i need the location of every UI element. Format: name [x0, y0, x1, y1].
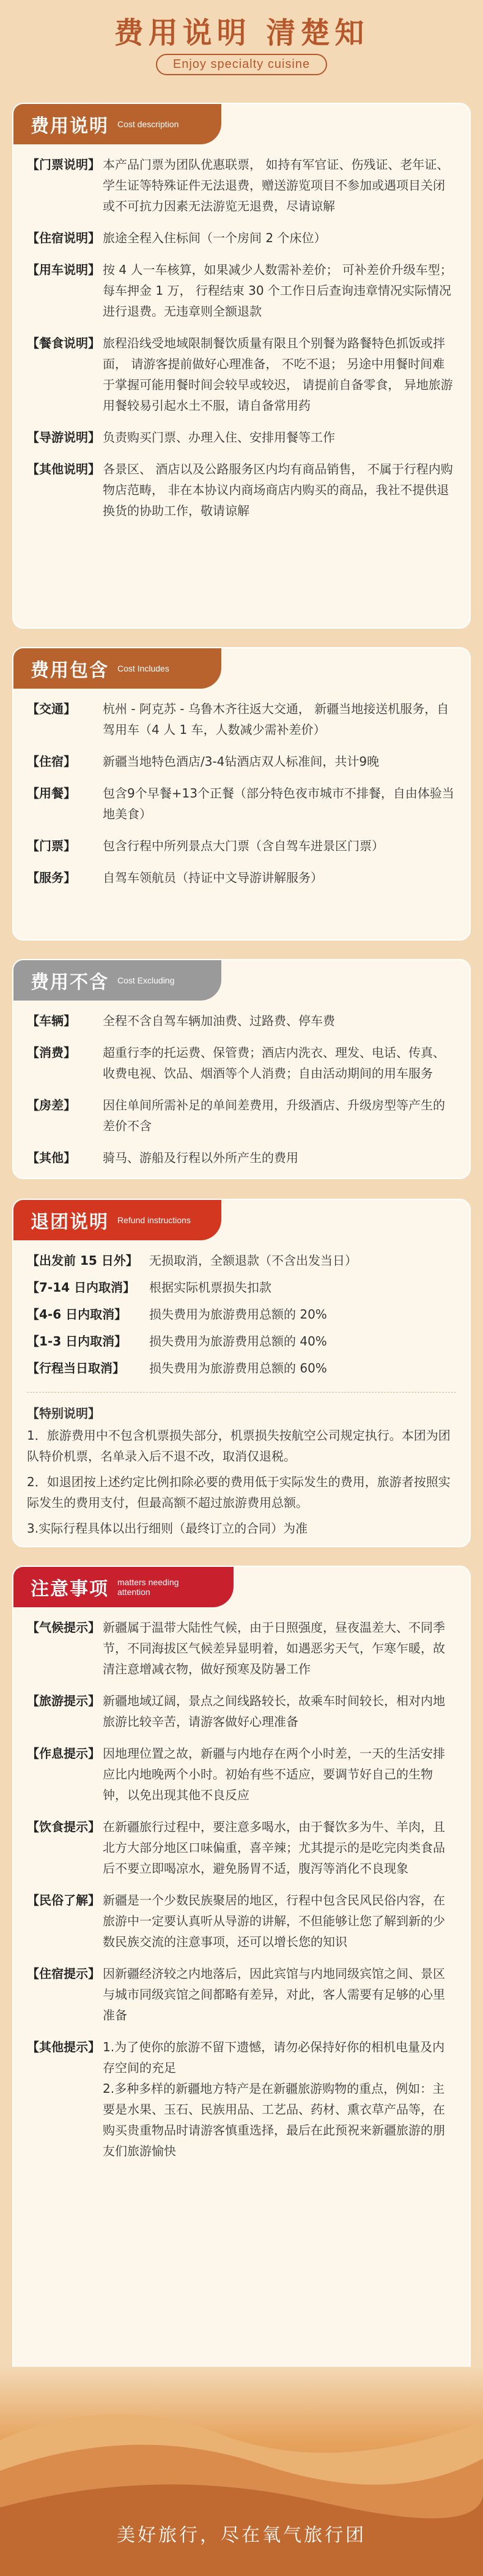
- cost-includes-list: [27, 698, 456, 888]
- info-row: [27, 1816, 456, 1879]
- info-row: [27, 333, 456, 416]
- info-row: [27, 751, 456, 772]
- row-label: 【用餐】: [27, 786, 76, 801]
- refund-card: [12, 1199, 471, 1547]
- row-label: 【住宿说明】: [27, 231, 100, 245]
- info-row: [27, 783, 456, 824]
- row-label: 【7-14 日内取消】: [27, 1280, 136, 1295]
- row-label: 【出发前 15 日外】: [27, 1253, 138, 1268]
- row-label: 【民俗了解】: [27, 1893, 100, 1908]
- row-text: 包含9个早餐+13个正餐（部分特色夜市城市不排餐，自由体验当地美食）: [103, 786, 454, 821]
- page-title: 费用说明 清楚知: [114, 16, 369, 50]
- section-title: 费用说明: [31, 116, 109, 137]
- desert-footer: [0, 2367, 483, 2576]
- row-text: 超重行李的托运费、保管费；酒店内洗衣、理发、电话、传真、收费电视、饮品、烟酒等个人消费；自由活动期间的用车服务: [103, 1045, 445, 1081]
- note-line: 3.实际行程具体以出行细则（最终订立的合同）为准: [27, 1521, 308, 1536]
- info-row: [27, 1147, 456, 1168]
- row-text: 新疆属于温带大陆性气候，由于日照强度，昼夜温差大、不同季节，不同海拔区气候差异显明着，如遇恶劣天气，乍寒乍暖，故清注意增减衣物，做好预寒及防暑工作: [103, 1620, 445, 1676]
- row-text: 自驾车领航员（持证中文导游讲解服务）: [103, 870, 323, 885]
- info-row: [27, 459, 456, 521]
- row-label: 【1-3 日内取消】: [27, 1334, 127, 1349]
- row-text: 负责购买门票、办理入住、安排用餐等工作: [103, 430, 335, 445]
- row-text: 因新疆经济较之内地落后，因此宾馆与内地同级宾馆之间、景区与城市同级宾馆之间都略有差异，对此，客人需要有足够的心里准备: [103, 1966, 445, 2023]
- footer-slogan: 美好旅行，尽在氧气旅行团: [117, 2525, 366, 2546]
- row-label: 【住宿提示】: [27, 1966, 100, 1981]
- section-subtitle: Refund instructions: [117, 1215, 191, 1225]
- cost-includes-tab: [13, 648, 221, 689]
- row-label: 【其他说明】: [27, 462, 100, 476]
- row-text: 各景区、 酒店以及公路服务区内均有商品销售， 不属于行程内购物店范畴， 非在本协议内商场商店内购买的商品，我社不提供退换货的协助工作，敬请谅解: [103, 462, 453, 518]
- row-text: 因地理位置之故，新疆与内地存在两个小时差，一天的生活安排应比内地晚两个小时。初始有些不适应，要调节好自己的生物钟，以免出现其他不良反应: [103, 1746, 445, 1802]
- info-row: [27, 1358, 456, 1379]
- row-label: 【导游说明】: [27, 430, 100, 445]
- info-row: [27, 1331, 456, 1352]
- row-label: 【住宿】: [27, 754, 76, 769]
- cost-description-tab: [13, 104, 221, 144]
- section-title: 退团说明: [31, 1212, 109, 1233]
- row-label: 【4-6 日内取消】: [27, 1307, 127, 1322]
- cost-excludes-card: [12, 959, 471, 1179]
- section-title: 费用不含: [31, 972, 109, 993]
- row-label: 【餐食说明】: [27, 336, 100, 350]
- cost-description-card: [12, 103, 471, 629]
- row-label: 【交通】: [27, 701, 76, 716]
- section-subtitle: Cost Includes: [117, 664, 169, 673]
- row-label: 【服务】: [27, 870, 76, 885]
- info-row: [27, 1095, 456, 1136]
- info-row: [27, 1042, 456, 1084]
- row-text: 新疆当地特色酒店/3-4钻酒店双人标准间，共计9晚: [103, 754, 380, 769]
- note-line: 1．旅游费用中不包含机票损失部分，机票损失按航空公司规定执行。本团为团队特价机票，名单录入后不退不改，取消仅退税。: [27, 1428, 451, 1464]
- row-text: 损失费用为旅游费用总额的 40%: [149, 1334, 327, 1349]
- info-row: [27, 1743, 456, 1805]
- row-text: 本产品门票为团队优惠联票， 如持有军官证、伤残证、老年证、学生证等特殊证件无法退费，赠送游览项目不参加或遇项目关闭或不可抗力因素无法游览无退费，尽请谅解: [103, 157, 449, 213]
- row-text: 杭州 - 阿克苏 - 乌鲁木齐往返大交通， 新疆当地接送机服务，自驾用车（4 人 1 车，人数减少需补差价）: [103, 701, 449, 737]
- info-row: [27, 1890, 456, 1952]
- row-text: 旅程沿线受地域限制餐饮质量有限且个别餐为路餐特色抓饭或拌面， 请游客提前做好心理准备， 不吃不退； 另途中用餐时间难于掌握可能用餐时间会较早或较迟， 请提前自备零食， 异地旅游用餐较易引起水土不服，请自备常用药: [103, 336, 453, 413]
- row-text: 新疆是一个少数民族聚居的地区，行程中包含民风民俗内容，在旅游中一定要认真听从导游的讲解，不但能够让您了解到新的少数民族交流的注意事项，还可以增长您的知识: [103, 1893, 445, 1949]
- info-row: [27, 1690, 456, 1732]
- info-row: [27, 1304, 456, 1325]
- notice-list: [27, 1617, 456, 2161]
- row-text: 损失费用为旅游费用总额的 20%: [149, 1307, 327, 1322]
- row-label: 【旅游提示】: [27, 1693, 100, 1708]
- info-row: [27, 1010, 456, 1031]
- row-label: 【门票】: [27, 838, 76, 853]
- info-row: [27, 228, 456, 248]
- row-text: 按 4 人一车核算，如果减少人数需补差价； 可补差价升级车型； 每车押金 1 万， 行程结束 30 个工作日后查询违章情况实际情况进行退费。无违章则全额退款: [103, 262, 452, 319]
- refund-tab: [13, 1200, 221, 1240]
- notice-card: [12, 1566, 471, 2385]
- row-label: 【气候提示】: [27, 1620, 100, 1635]
- section-subtitle: matters needing attention: [117, 1577, 179, 1597]
- info-row: [27, 259, 456, 322]
- info-row: [27, 1250, 456, 1271]
- info-row: [27, 427, 456, 448]
- row-label: 【用车说明】: [27, 262, 100, 277]
- row-text: 因住单间所需补足的单间差费用，升级酒店、升级房型等产生的差价不含: [103, 1098, 445, 1133]
- row-text: 新疆地域辽阔，景点之间线路较长，故乘车时间较长，相对内地旅游比较辛苦，请游客做好心理准备: [103, 1693, 445, 1729]
- row-label: 【消费】: [27, 1045, 76, 1060]
- info-row: [27, 2037, 456, 2161]
- row-text: 损失费用为旅游费用总额的 60%: [149, 1361, 327, 1375]
- cost-excludes-tab: [13, 960, 221, 1001]
- row-label: 【房差】: [27, 1098, 76, 1112]
- info-row: [27, 835, 456, 856]
- row-label: 【其他提示】: [27, 2040, 100, 2054]
- note-line: 2．如退团按上述约定比例扣除必要的费用低于实际发生的费用，旅游者按照实际发生的费用支付，但最高额不超过旅游费用总额。: [27, 1475, 451, 1510]
- row-text: 旅途全程入住标间（一个房间 2 个床位）: [103, 231, 326, 245]
- row-text: 根据实际机票损失扣款: [149, 1280, 271, 1295]
- cost-includes-card: [12, 647, 471, 941]
- page-subtitle-pill: Enjoy specialty cuisine: [156, 54, 327, 75]
- row-text: 骑马、游船及行程以外所产生的费用: [103, 1150, 298, 1165]
- cost-excludes-list: [27, 1010, 456, 1168]
- notice-tab: [13, 1567, 234, 1607]
- row-text: 1.为了使你的旅游不留下遗憾，请勿必保持好你的相机电量及内存空间的充足 2.多种多样的新疆地方特产是在新疆旅游购物的重点，例如：主要是水果、玉石、民族用品、工艺品、药材、熏衣草产品等，在购买贵重物品时请游客慎重选择，最后在此预祝来新疆旅游的朋友们旅游愉快: [103, 2040, 445, 2158]
- info-row: [27, 1963, 456, 2026]
- row-label: 【行程当日取消】: [27, 1361, 125, 1375]
- info-row: [27, 1277, 456, 1298]
- info-row: [27, 698, 456, 740]
- info-row: [27, 154, 456, 217]
- special-note-title: 【特别说明】: [27, 1406, 100, 1421]
- section-title: 注意事项: [31, 1579, 109, 1600]
- special-note-list: [27, 1425, 456, 1539]
- section-subtitle: Cost description: [117, 119, 179, 129]
- row-text: 包含行程中所列景点大门票（含自驾车进景区门票）: [103, 838, 384, 853]
- row-text: 在新疆旅行过程中，要注意多喝水，由于餐饮多为牛、羊肉，且北方大部分地区口味偏重，喜辛辣；尤其提示的是吃完肉类食品后不要立即喝凉水，避免肠胃不适，腹泻等消化不良现象: [103, 1819, 445, 1876]
- row-text: 无损取消，全额退款（不含出发当日）: [149, 1253, 357, 1268]
- section-subtitle: Cost Excluding: [117, 975, 175, 985]
- info-row: [27, 867, 456, 888]
- info-row: [27, 1617, 456, 1679]
- row-label: 【饮食提示】: [27, 1819, 100, 1834]
- page-header: [0, 0, 483, 92]
- refund-list: [27, 1250, 456, 1393]
- row-label: 【车辆】: [27, 1013, 76, 1028]
- row-label: 【作息提示】: [27, 1746, 100, 1761]
- section-title: 费用包含: [31, 660, 109, 681]
- row-label: 【门票说明】: [27, 157, 100, 172]
- row-label: 【其他】: [27, 1150, 76, 1165]
- cost-description-list: [27, 154, 456, 521]
- row-text: 全程不含自驾车辆加油费、过路费、停车费: [103, 1013, 335, 1028]
